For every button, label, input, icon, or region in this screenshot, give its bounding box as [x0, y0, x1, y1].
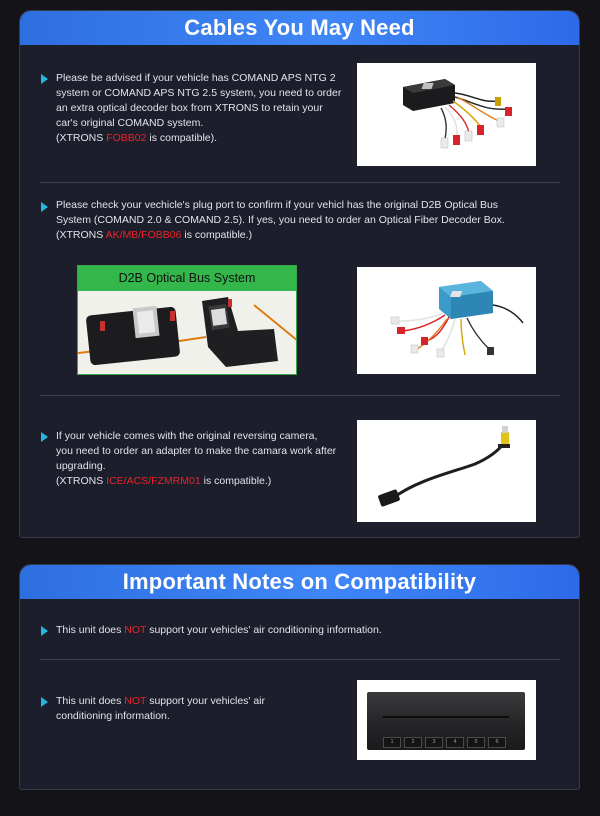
- optical-decoder-box-image: [357, 63, 536, 166]
- part-number: AK/MB/FOBB06: [105, 229, 182, 241]
- item-text: If your vehicle comes with the original reversing camera, you need to order an adapter to make the camara work after upgrading. (XTRONS ICE/ACS/FZMRM01 is compatible.): [56, 430, 337, 487]
- emphasis-not: NOT: [124, 695, 147, 707]
- dvd-preset-button-6: 6: [488, 737, 506, 748]
- bullet-arrow-icon: [41, 432, 48, 442]
- cables-panel-title: Cables You May Need: [20, 11, 579, 45]
- cables-panel: [19, 10, 580, 538]
- bullet-arrow-icon: [41, 74, 48, 84]
- d2b-optical-bus-image: [77, 265, 297, 375]
- fiber-decoder-box-image: [357, 267, 536, 374]
- item-text: Please be advised if your vehicle has COMAND APS NTG 2 system or COMAND APS NTG 2.5 system, you need to order an extra optical decoder box from XTRONS to retain your car's original COMAND system. (XTRONS FOBB02 is compatible).: [56, 72, 342, 144]
- part-number: ICE/ACS/FZMRM01: [106, 475, 201, 487]
- item-text: Please check your vechicle's plug port to confirm if your vehicl has the original D2B Optical Bus System (COMAND 2.0 & COMAND 2.5). If yes, you need to order an Optical Fiber Decoder Box. (XTRONS AK/MB/FOBB06 is compatible.): [56, 199, 505, 241]
- dvd-preset-button-2: 2: [404, 737, 422, 748]
- bullet-arrow-icon: [41, 697, 48, 707]
- section-divider: [40, 659, 560, 660]
- dvd-preset-button-5: 5: [467, 737, 485, 748]
- emphasis-not: NOT: [124, 624, 147, 636]
- compatibility-notes-panel: [19, 564, 580, 790]
- bullet-arrow-icon: [41, 626, 48, 636]
- camera-adapter-cable-image: [357, 420, 536, 522]
- notes-panel-title: Important Notes on Compatibility: [20, 565, 579, 599]
- disc-slot: [383, 716, 509, 718]
- section-divider: [40, 182, 560, 183]
- dvd-unit-body: [367, 692, 525, 750]
- cd-dvd-unit-image: [357, 680, 536, 760]
- note-text: This unit does NOT support your vehicles' air conditioning information.: [56, 624, 382, 636]
- dvd-preset-button-3: 3: [425, 737, 443, 748]
- dvd-preset-button-4: 4: [446, 737, 464, 748]
- d2b-label: D2B Optical Bus System: [78, 266, 296, 291]
- part-number: FOBB02: [106, 132, 147, 144]
- dvd-preset-button-1: 1: [383, 737, 401, 748]
- note-text: This unit does NOT support your vehicles' air conditioning information.: [56, 695, 266, 722]
- section-divider: [40, 395, 560, 396]
- bullet-arrow-icon: [41, 202, 48, 212]
